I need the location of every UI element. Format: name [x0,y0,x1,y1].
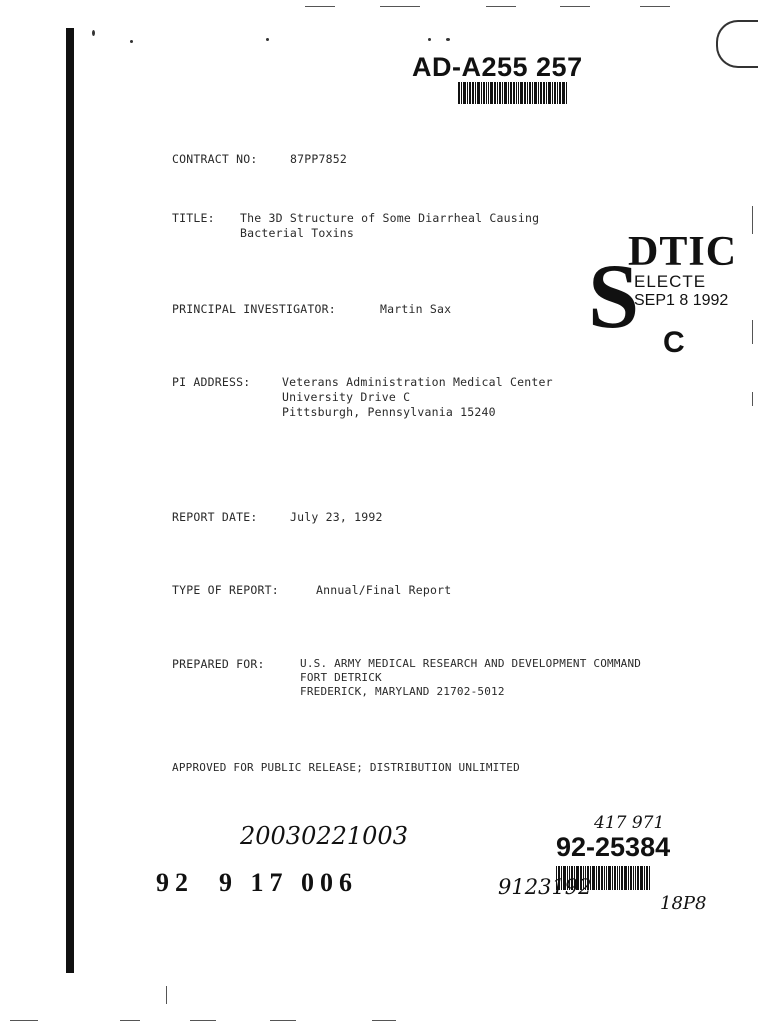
handwritten-date: 9123192 [498,875,592,899]
stamped-date-number: 92 9 17 006 [156,868,358,897]
pi-address-line-1: Veterans Administration Medical Center [282,375,553,389]
pi-address-line-2: University Drive C [282,390,411,404]
pi-address-label: PI ADDRESS: [172,375,251,389]
dtic-stamp-c: C [663,326,685,359]
right-edge-mark [752,320,753,344]
title-line-2: Bacterial Toxins [240,226,354,240]
top-edge-mark [486,6,516,7]
scan-left-edge-bar [66,28,74,973]
ad-barcode [458,82,568,104]
report-date-label: REPORT DATE: [172,510,258,524]
top-edge-mark [560,6,590,7]
bottom-edge-mark [166,986,167,1004]
distribution-statement: APPROVED FOR PUBLIC RELEASE; DISTRIBUTION UNLIMITED [172,761,520,774]
ad-number: AD-A255 257 [412,52,583,82]
top-edge-mark [640,6,670,7]
top-edge-mark [305,6,335,7]
scan-speck [428,38,431,41]
handwritten-code: 18P8 [660,893,707,914]
scan-speck [446,38,450,41]
scan-speck [266,38,269,41]
bottom-edge-mark [270,1020,296,1021]
handwritten-small-number: 417 971 [594,813,665,833]
title-line-1: The 3D Structure of Some Diarrheal Causing [240,211,540,225]
title-label: TITLE: [172,211,215,225]
report-type-value: Annual/Final Report [316,583,452,597]
bottom-edge-mark [120,1020,140,1021]
bottom-edge-mark [372,1020,396,1021]
dtic-stamp-electe: ELECTE [634,272,707,291]
prepared-for-label: PREPARED FOR: [172,657,265,671]
top-edge-mark [380,6,420,7]
prepared-for-line-3: FREDERICK, MARYLAND 21702-5012 [300,685,505,698]
prepared-for-line-1: U.S. ARMY MEDICAL RESEARCH AND DEVELOPMENT COMMAND [300,657,642,670]
pi-label: PRINCIPAL INVESTIGATOR: [172,302,336,316]
right-edge-mark [752,206,753,234]
report-number: 92-25384 [556,832,671,862]
report-type-label: TYPE OF REPORT: [172,583,279,597]
pi-value: Martin Sax [380,302,452,316]
contract-value: 87PP7852 [290,152,347,166]
pi-address-line-3: Pittsburgh, Pennsylvania 15240 [282,405,496,419]
bottom-edge-mark [190,1020,216,1021]
handwritten-accession-number: 20030221003 [240,822,408,850]
scan-speck [92,30,95,36]
prepared-for-line-2: FORT DETRICK [300,671,382,684]
bottom-edge-mark [10,1020,38,1021]
dtic-stamp-date: SEP1 8 1992 [634,292,729,309]
right-edge-mark [752,392,753,406]
dtic-stamp-title: DTIC [628,229,738,275]
scan-speck [130,40,133,43]
report-date-value: July 23, 1992 [290,510,383,524]
contract-label: CONTRACT NO: [172,152,258,166]
dtic-stamp-s: S [588,245,640,347]
corner-mark [716,20,758,68]
